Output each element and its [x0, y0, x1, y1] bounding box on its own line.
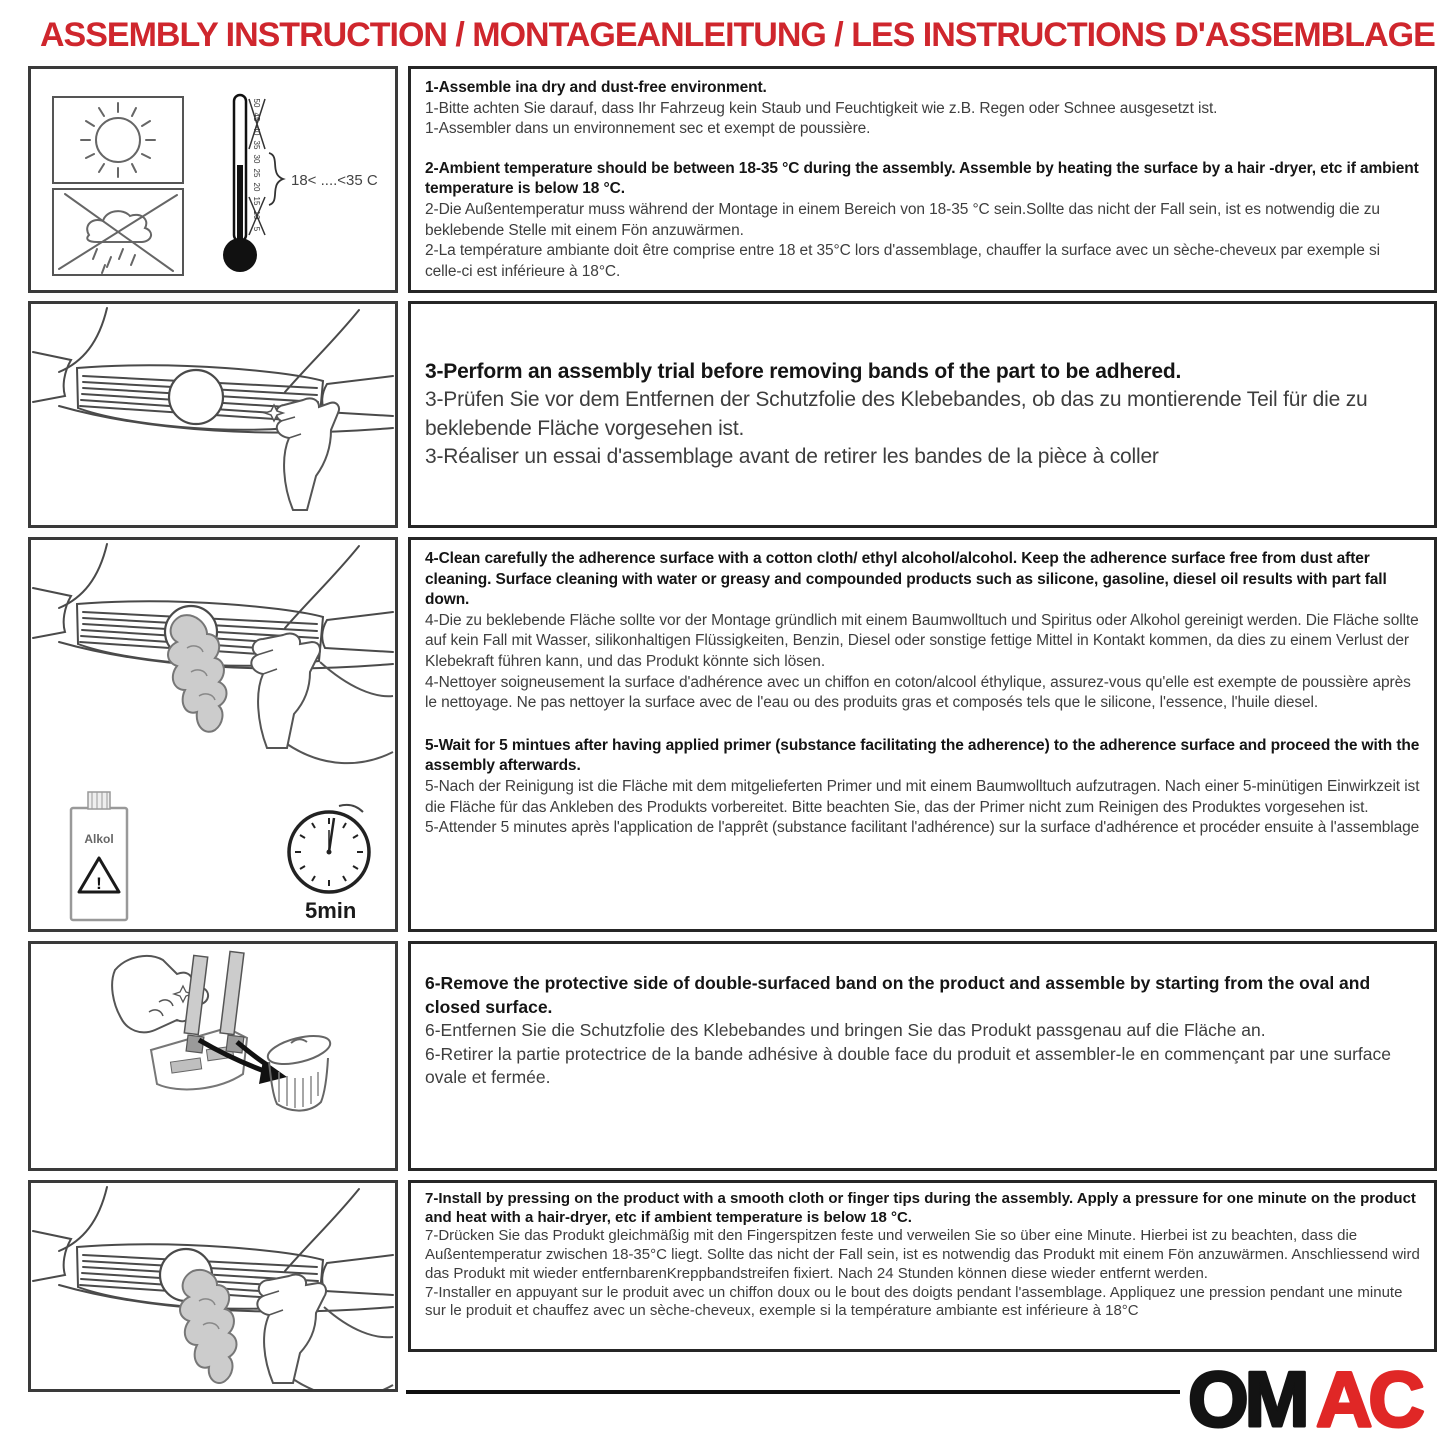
hand-icon: [251, 634, 393, 764]
omac-logo-red: AC: [1316, 1355, 1421, 1442]
omac-logo: [1188, 1354, 1444, 1442]
svg-text:25: 25: [252, 168, 261, 178]
illustration-panel-press-install: [28, 1180, 398, 1392]
thermometer-scale: [252, 99, 261, 232]
illustration-panel-climate: [28, 66, 398, 293]
omac-logo-black: OM: [1188, 1355, 1306, 1442]
text-panel-steps-1-2: [408, 66, 1437, 293]
instruction-7-en: 7-Install by pressing on the product with a smooth cloth or finger tips during the assembly. Apply a pressure for one minute on the product and heat with a hair-dryer, etc if ambient temperature is below 18 °C.: [425, 1190, 1416, 1226]
range-brace: [269, 153, 283, 205]
instruction-1-fr: 1-Assembler dans un environnement sec et exempt de poussière.: [425, 120, 871, 138]
instruction-6-en: 6-Remove the protective side of double-surfaced band on the product and assemble by starting from the oval and closed surface.: [425, 973, 1371, 1017]
cleaning-illustration: [31, 540, 395, 929]
instruction-6-fr: 6-Retirer la partie protectrice de la bande adhésive à double face du produit et assembler-le en commençant par une surface ovale et fermée.: [425, 1043, 1391, 1088]
sun-icon: [53, 97, 183, 183]
instruction-4-fr: 4-Nettoyer soigneusement la surface d'adhérence avec un chiffon en coton/alcool éthylique, assurez-vous qu'elle est exempte de poussière après le nettoyage. Ne pas nettoyer la surface avec de l'eau ou des produits gras et composés tels que le silicone, l'essence, l'huile diesel.: [425, 673, 1411, 712]
instruction-1-en: 1-Assemble ina dry and dust-free environment.: [425, 79, 767, 96]
no-rain-icon: [53, 189, 183, 275]
svg-text:30: 30: [252, 154, 261, 164]
car-grille-trial-illustration: [31, 304, 395, 525]
instruction-3-fr: 3-Réaliser un essai d'assemblage avant de retirer les bandes de la pièce à coller: [425, 445, 1159, 468]
instruction-5-fr: 5-Attender 5 minutes après l'application de l'apprêt (substance facilitant l'adhérence) sur la surface d'adhérence et procéder ensuite à l'assemblage: [425, 819, 1420, 837]
instruction-2-en: 2-Ambient temperature should be between 18-35 °C during the assembly. Assemble by heating the surface by a hair -dryer, etc if ambient temperature is below 18 °C.: [425, 159, 1419, 198]
instruction-2-de: 2-Die Außentemperatur muss während der Montage in einem Bereich von 18-35 °C sein.Sollte das nicht der Fall sein, ist es notwendig die zu beklebende Stelle mit einem Fön anzuwärmen.: [425, 200, 1380, 239]
page-title: ASSEMBLY INSTRUCTION / MONTAGEANLEITUNG / LES INSTRUCTIONS D'ASSEMBLAGE: [40, 16, 1435, 54]
instruction-7-fr: 7-Installer en appuyant sur le produit avec un chiffon doux ou le bout des doigts pendant l'assemblage. Appliquez une pression pendant une minute sur le produit et chauffez avec un sèche-cheveux, exemple si la température ambiante est inférieure à 18°C: [425, 1283, 1403, 1320]
alcohol-bottle-icon: [71, 792, 127, 920]
instruction-2-fr: 2-La température ambiante doit être comprise entre 18 et 35°C lors d'assemblage, chauffer la surface avec un sèche-cheveux par exemple si celle-ci est inférieure à 18°C.: [425, 242, 1380, 280]
svg-text:40: 40: [252, 126, 261, 136]
text-panel-steps-4-5: [408, 537, 1437, 932]
illustration-panel-cleaning: [28, 537, 398, 932]
svg-text:20: 20: [252, 182, 261, 192]
footer-divider: [406, 1390, 1180, 1394]
press-install-illustration: [31, 1183, 395, 1389]
text-panel-step-6: [408, 941, 1437, 1171]
cloth-icon: [180, 1270, 237, 1383]
instruction-6-de: 6-Entfernen Sie die Schutzfolie des Klebebandes und bringen Sie das Produkt passgenau auf die Fläche an.: [425, 1020, 1266, 1041]
peel-band-illustration: [31, 944, 395, 1162]
svg-text:15: 15: [252, 196, 261, 206]
clock-duration-label: 5min: [305, 898, 357, 923]
text-panel-step-3: [408, 301, 1437, 528]
svg-text:5: 5: [252, 226, 261, 232]
climate-illustration: [31, 69, 395, 290]
instruction-3-de: 3-Prüfen Sie vor dem Entfernen der Schutzfolie des Klebebandes, ob das zu montierende Teil für die zu beklebende Fläche vorgesehen ist.: [425, 388, 1368, 440]
instruction-3-en: 3-Perform an assembly trial before removing bands of the part to be adhered.: [425, 359, 1182, 383]
car-grille-drawing: [33, 308, 393, 433]
instruction-5-en: 5-Wait for 5 mintues after having applied primer (substance facilitating the adherence) to the adherence surface and proceed the with the assembly afterwards.: [425, 736, 1420, 775]
illustration-panel-trial-fit: [28, 301, 398, 528]
illustration-panel-peel-band: [28, 941, 398, 1171]
svg-text:45: 45: [252, 112, 261, 122]
instruction-5-de: 5-Nach der Reinigung ist die Fläche mit dem mitgelieferten Primer und mit einem Baumwolltuch aufzutragen. Nach einer 5-minütigen Einwirkzeit ist die Fläche für das Ankleben des Produkts vorbereitet. Bitte beachten Sie, das der Primer nicht zum Reinigen des Produktes vorgesehen ist.: [425, 777, 1420, 816]
clock-icon: [289, 805, 369, 923]
svg-text:35: 35: [252, 140, 261, 150]
alcohol-bottle-label: Alkol: [84, 832, 114, 846]
text-panel-step-7: [408, 1180, 1437, 1352]
instruction-1-de: 1-Bitte achten Sie darauf, dass Ihr Fahrzeug kein Staub und Feuchtigkeit wie z.B. Regen oder Schnee ausgesetzt ist.: [425, 99, 1218, 117]
hand-icon: [257, 1275, 393, 1389]
svg-text:10: 10: [252, 210, 261, 220]
thermometer-icon: [223, 95, 378, 272]
instruction-4-de: 4-Die zu beklebende Fläche sollte vor der Montage gründlich mit einem Baumwolltuch und Spiritus oder Alkohol gereinigt werden. Die Fläche sollte auf kein Fall mit Wasser, silikonhaltigen Flüssigkeiten, Benzin, Diesel oder sonstige fettige Mittel in Kontakt kommen, da dies zu einem Verlust der Klebekraft führen kann, und das Produkt könnte sich lösen.: [425, 611, 1419, 670]
instruction-4-en: 4-Clean carefully the adherence surface with a cotton cloth/ ethyl alcohol/alcohol. Keep the adherence surface free from dust after cleaning. Surface cleaning with water or greasy and compounded products such as silicone, gasoline, diesel oil results with part fall down.: [425, 550, 1387, 609]
warning-exclamation: !: [96, 874, 102, 893]
temperature-range-label: 18< ....<35 C: [291, 172, 378, 189]
instruction-7-de: 7-Drücken Sie das Produkt gleichmäßig mit den Fingerspitzen feste und verweilen Sie so über eine Minute. Hierbei ist zu beachten, dass die Außentemperatur zwischen 18-35°C liegt. Sollte das nicht der Fall sein, ist es notwendig das Produkt mit einem Fön anzuwärmen. Anschliessend wird das Produkt mit wieder entfernbarenKreppbandstreifen fixiert. Nach 24 Stunden können diese wieder entfernt werden.: [425, 1227, 1420, 1282]
hand-icon: [265, 398, 339, 510]
svg-text:50: 50: [252, 98, 261, 108]
